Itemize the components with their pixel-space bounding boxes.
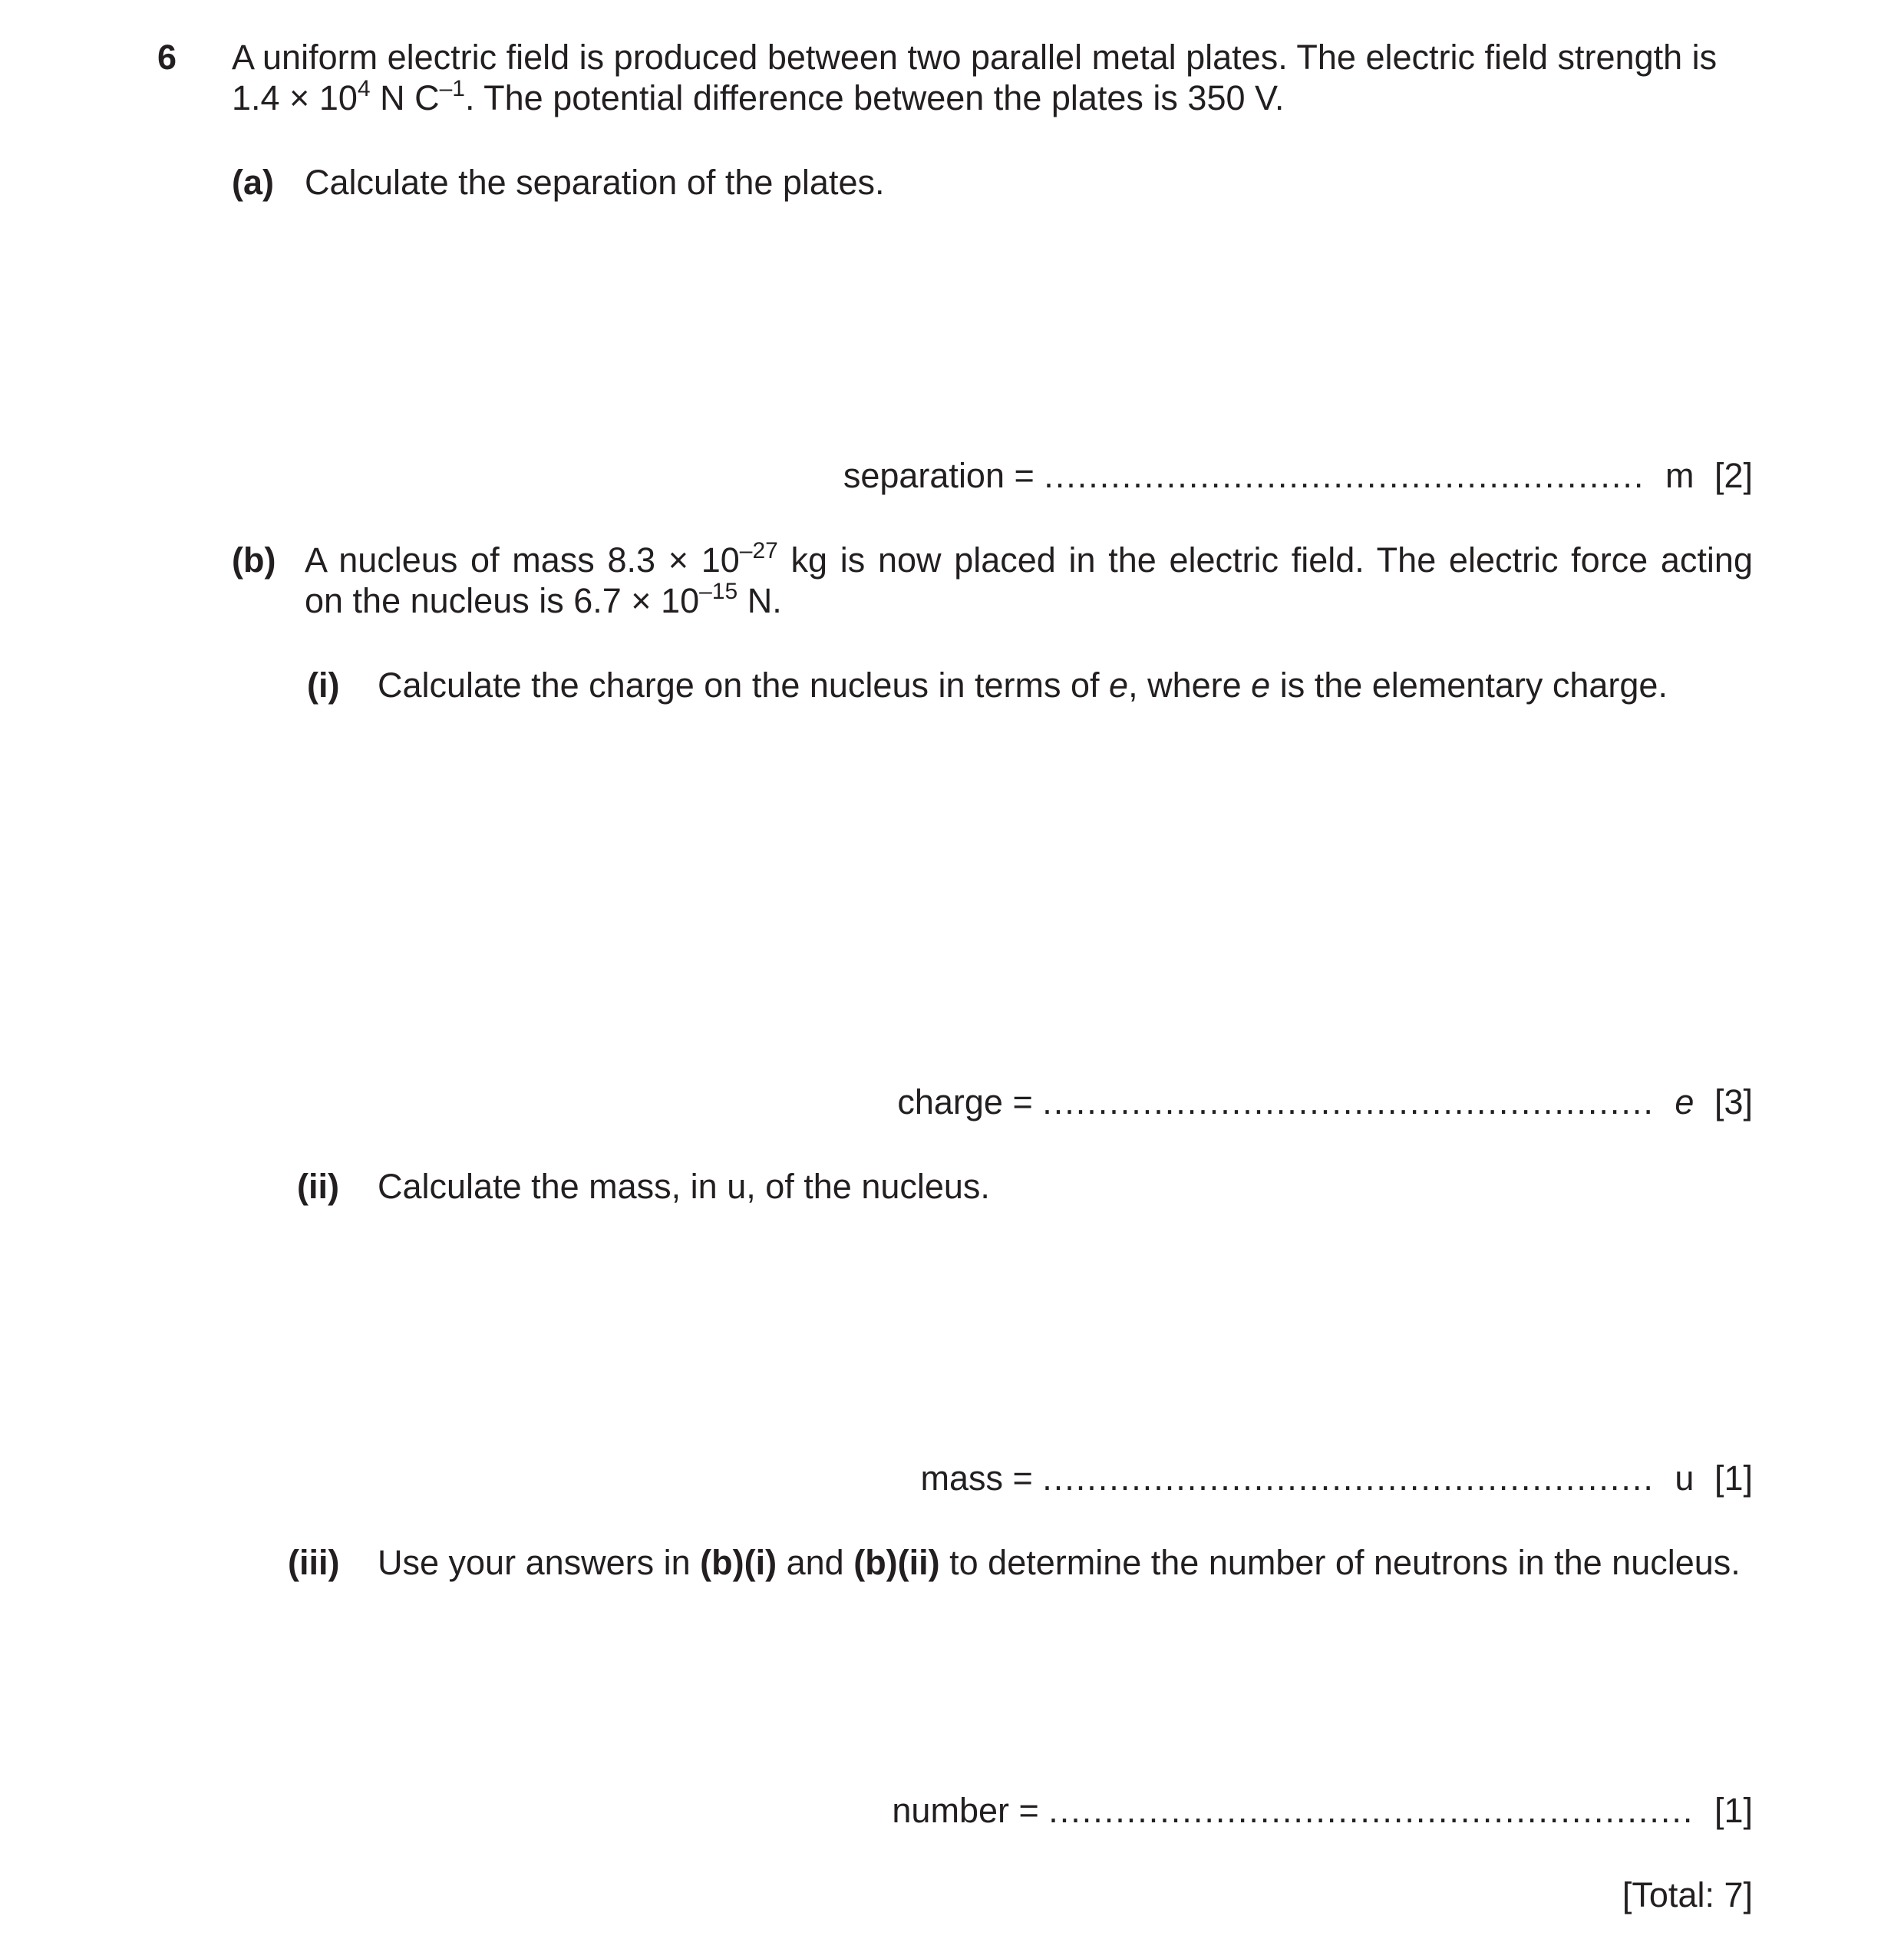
answer-unit: u [1675,1458,1694,1498]
part-b-line2: on the nucleus is $6.7 \times 10^{-15}$ N. [305,579,782,620]
answer-field[interactable]: .......................................................... [1048,1791,1694,1830]
question-number: 6 [157,38,177,77]
part-b-ii-text: Calculate the mass, in u, of the nucleus. [378,1167,990,1206]
answer-label: number = [892,1791,1049,1830]
part-b-i-label: (i) [307,666,340,705]
part-b-iii-text: Use your answers in (b)(i) and (b)(ii) to determine the number of neutrons in the nucleus. [378,1543,1741,1582]
question-stem-line2: $1.4 \times 10^4$ N $C^{-1}$. The potential difference between the plates is 350 V. [232,76,1285,117]
part-b-line1: A nucleus of mass $8.3 \times 10^{-27}$ kg is now placed in the electric field. The electric force acting [305,538,1753,580]
total-marks: [Total: 7] [1622,1875,1753,1914]
part-b-ii-label: (ii) [297,1167,339,1206]
answer-field[interactable]: ...................................................... [1044,456,1645,495]
part-b-iii-answer-line [892,1790,1753,1832]
part-b-i-answer-line [897,1082,1753,1123]
marks: [3] [1714,1082,1753,1122]
answer-label: separation = [843,456,1044,495]
part-b-label: (b) [232,540,276,580]
answer-field[interactable]: ....................................................... [1042,1458,1655,1498]
answer-label: mass = [920,1458,1043,1498]
part-a-label: (a) [232,163,274,202]
part-b-i-text: Calculate the charge on the nucleus in terms of e, where e is the elementary charge. [378,666,1668,705]
answer-label: charge = [897,1082,1043,1122]
part-b-ii-answer-line [920,1458,1753,1499]
answer-unit: m [1665,456,1694,495]
answer-field[interactable]: ....................................................... [1042,1082,1655,1122]
question-stem-line1: A uniform electric field is produced between two parallel metal plates. The electric field strength is [232,38,1718,77]
part-a-text: Calculate the separation of the plates. [305,163,885,202]
part-b-iii-label: (iii) [288,1543,340,1582]
answer-unit: e [1675,1082,1694,1122]
marks: [2] [1714,456,1753,495]
marks: [1] [1714,1458,1753,1498]
part-a-answer-line [843,455,1753,497]
marks: [1] [1714,1791,1753,1830]
